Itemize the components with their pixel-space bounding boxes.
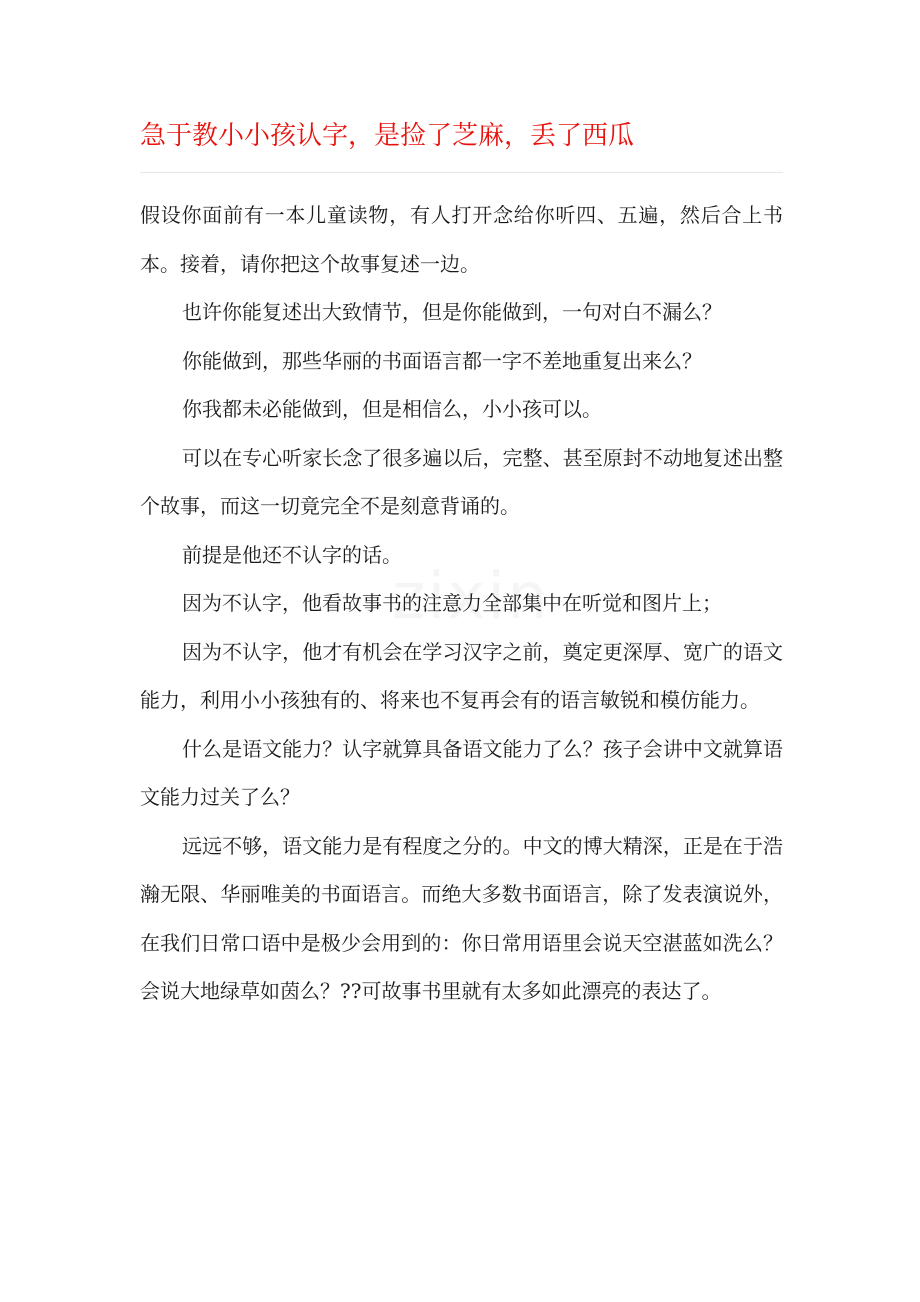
paragraph: 前提是他还不认字的话。 (182, 542, 402, 567)
paragraph: 假设你面前有一本儿童读物，有人打开念给你听四、五遍，然后合上书本。接着，请你把这个故事复述一边。 (140, 203, 783, 276)
paragraph: 什么是语文能力？认字就算具备语文能力了么？孩子会讲中文就算语文能力过关了么？ (140, 736, 783, 809)
title-divider (140, 172, 783, 173)
paragraph: 可以在专心听家长念了很多遍以后，完整、甚至原封不动地复述出整个故事，而这一切竟完全不是刻意背诵的。 (140, 445, 783, 518)
paragraph: 你能做到，那些华丽的书面语言都一字不差地重复出来么？ (182, 348, 702, 373)
document-body (140, 191, 783, 1016)
document-title: 急于教小小孩认字，是捡了芝麻，丢了西瓜 (140, 121, 635, 151)
paragraph: 你我都未必能做到，但是相信么，小小孩可以。 (182, 397, 602, 421)
paragraph: 远远不够，语文能力是有程度之分的。中文的博大精深，正是在于浩瀚无限、华丽唯美的书面语言。而绝大多数书面语言，除了发表演说外，在我们日常口语中是极少会用到的：你日常用语里会说天空湛蓝如洗么？会说大地绿草如茵么？??可故事书里就有太多如此漂亮的表达了。 (140, 833, 783, 1003)
paragraph: 因为不认字，他看故事书的注意力全部集中在听觉和图片上； (182, 591, 722, 615)
paragraph: 也许你能复述出大致情节，但是你能做到，一句对白不漏么？ (182, 300, 722, 324)
paragraph: 因为不认字，他才有机会在学习汉字之前，奠定更深厚、宽广的语文能力，利用小小孩独有的、将来也不复再会有的语言敏锐和模仿能力。 (140, 639, 783, 712)
